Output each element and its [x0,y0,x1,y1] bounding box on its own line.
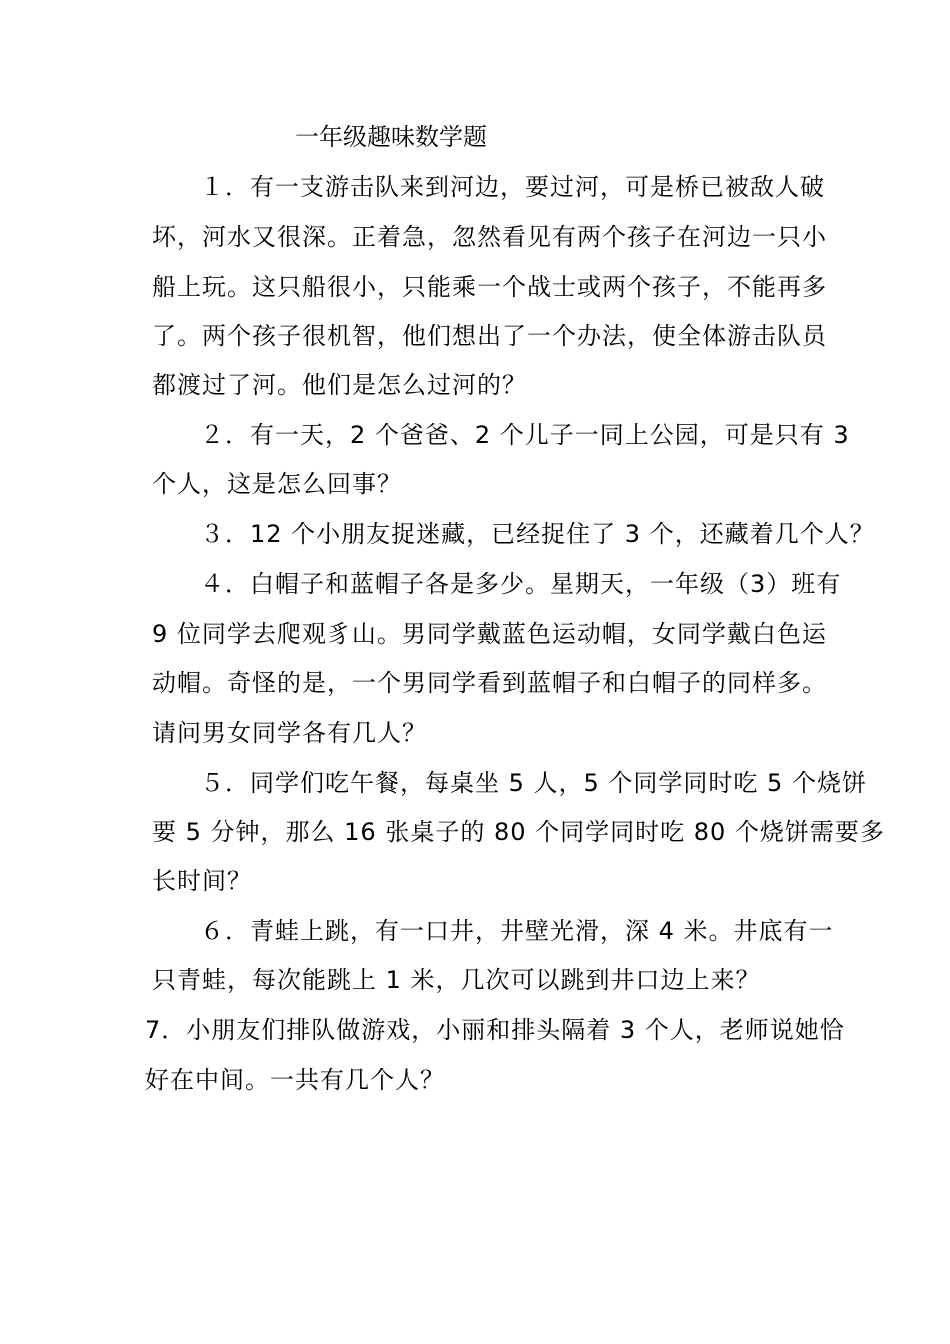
question-7-line-2: 好在中间。一共有几个人？ [145,1066,445,1094]
question-2-line-1: ２．有一天，2 个爸爸、2 个儿子一同上公园，可是只有 3 [200,421,850,449]
question-4-line-1: ４．白帽子和蓝帽子各是多少。星期天，一年级（3）班有 [200,570,842,598]
question-5-line-2: 要 5 分钟，那么 16 张桌子的 80 个同学同时吃 80 个烧饼需要多 [152,818,885,846]
question-5-line-1: ５．同学们吃午餐，每桌坐 5 人，5 个同学同时吃 5 个烧饼 [200,769,867,797]
question-4-line-4: 请问男女同学各有几人？ [152,719,427,747]
question-3-line-1: ３．12 个小朋友捉迷藏，已经捉住了 3 个，还藏着几个人？ [200,520,875,548]
document-title: 一年级趣味数学题 [295,123,487,151]
question-1-line-5: 都渡过了河。他们是怎么过河的？ [152,371,527,399]
question-7-line-1: 7．小朋友们排队做游戏，小丽和排头隔着 3 个人，老师说她恰 [145,1016,845,1044]
question-4-line-2: 9 位同学去爬观豸山。男同学戴蓝色运动帽，女同学戴白色运 [152,620,827,648]
question-1-line-1: １．有一支游击队来到河边，要过河，可是桥已被敌人破 [200,173,825,201]
question-2-line-2: 个人，这是怎么回事？ [152,470,402,498]
question-1-line-2: 坏，河水又很深。正着急，忽然看见有两个孩子在河边一只小 [152,223,827,251]
question-1-line-4: 了。两个孩子很机智，他们想出了一个办法，使全体游击队员 [152,322,827,350]
question-6-line-2: 只青蛙，每次能跳上 1 米，几次可以跳到井口边上来？ [152,966,761,994]
question-6-line-1: ６．青蛙上跳，有一口井，井壁光滑，深 4 米。井底有一 [200,917,834,945]
question-1-line-3: 船上玩。这只船很小，只能乘一个战士或两个孩子，不能再多 [152,273,827,301]
question-4-line-3: 动帽。奇怪的是，一个男同学看到蓝帽子和白帽子的同样多。 [152,669,827,697]
question-5-line-3: 长时间？ [152,867,252,895]
